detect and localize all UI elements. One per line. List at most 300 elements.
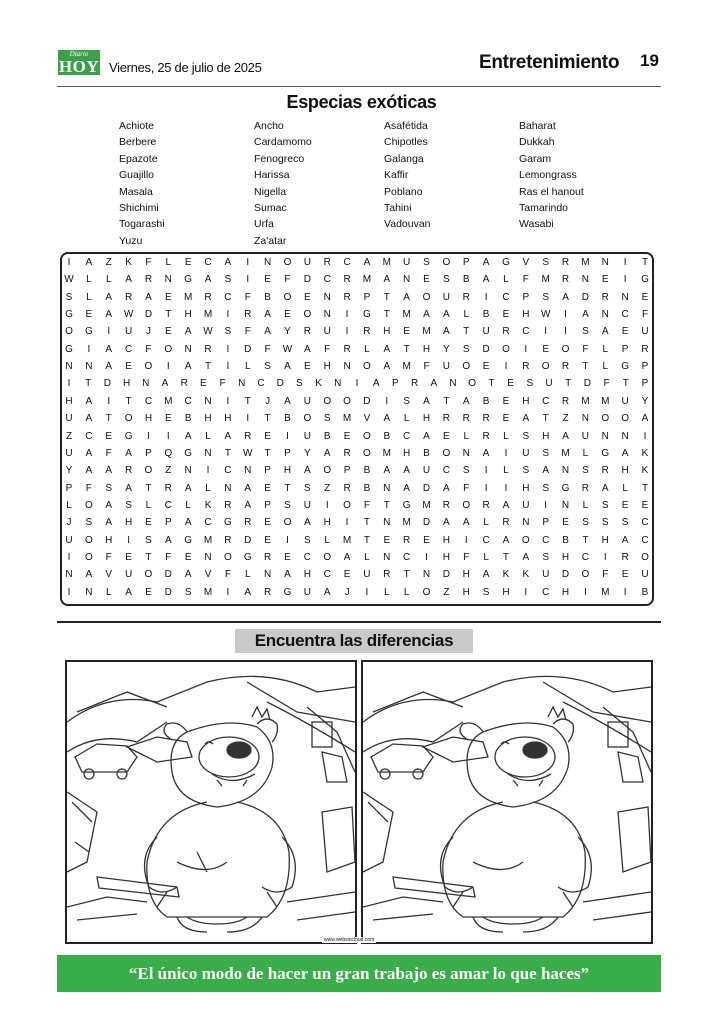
grid-letter: O xyxy=(343,395,351,407)
grid-letter: A xyxy=(621,534,629,546)
grid-letter: I xyxy=(464,534,468,546)
grid-letter: L xyxy=(403,586,410,598)
grid-letter: D xyxy=(244,343,252,355)
grid-letter: T xyxy=(383,499,390,511)
header-divider xyxy=(57,86,661,87)
grid-letter: E xyxy=(304,291,311,303)
grid-letter: T xyxy=(145,482,152,494)
grid-letter: C xyxy=(257,378,265,390)
grid-letter: S xyxy=(105,482,113,494)
grid-letter: T xyxy=(641,257,649,268)
grid-letter: F xyxy=(219,378,226,390)
grid-letter: A xyxy=(184,569,192,581)
grid-letter: S xyxy=(145,534,152,546)
grid-letter: C xyxy=(224,465,232,477)
grid-letter: H xyxy=(303,569,311,581)
grid-letter: U xyxy=(545,378,553,390)
grid-letter: L xyxy=(86,291,92,303)
grid-letter: M xyxy=(402,517,411,529)
word-list-item: Galanga xyxy=(384,152,424,165)
grid-letter: A xyxy=(522,413,530,425)
word-list-item: Baharat xyxy=(519,120,556,132)
grid-letter: H xyxy=(442,534,450,546)
grid-letter: Z xyxy=(105,257,112,268)
grid-letter: D xyxy=(422,482,431,494)
grid-letter: G xyxy=(65,309,73,321)
grid-letter: I xyxy=(345,326,349,338)
grid-letter: N xyxy=(323,291,331,303)
grid-letter: U xyxy=(581,430,590,442)
grid-letter: C xyxy=(184,395,192,407)
grid-letter: R xyxy=(462,291,470,303)
grid-letter: L xyxy=(145,499,152,511)
grid-letter: V xyxy=(522,257,530,268)
grid-letter: A xyxy=(184,361,192,373)
grid-letter: R xyxy=(383,569,391,581)
grid-letter: C xyxy=(204,517,212,529)
grid-letter: I xyxy=(147,430,150,442)
grid-letter: T xyxy=(463,326,470,338)
grid-letter: P xyxy=(462,257,470,268)
grid-letter: G xyxy=(65,343,73,355)
grid-letter: B xyxy=(363,482,371,494)
grid-letter: S xyxy=(582,326,589,338)
grid-letter: L xyxy=(364,551,370,563)
grid-letter: I xyxy=(385,395,389,407)
grid-letter: P xyxy=(363,291,371,303)
grid-letter: U xyxy=(65,413,73,425)
grid-letter: N xyxy=(142,378,150,390)
grid-letter: N xyxy=(334,378,342,390)
grid-letter: A xyxy=(430,378,438,390)
word-list-item: Fenogreco xyxy=(254,152,305,165)
grid-letter: C xyxy=(641,517,649,529)
grid-letter: R xyxy=(502,326,510,338)
grid-letter: T xyxy=(565,378,572,390)
word-list-item: Tahini xyxy=(384,202,412,214)
grid-letter: L xyxy=(105,274,112,286)
grid-letter: N xyxy=(561,499,570,511)
grid-letter: I xyxy=(484,482,488,494)
grid-letter: A xyxy=(462,517,470,529)
grid-letter: C xyxy=(542,586,550,598)
grid-letter: F xyxy=(463,551,470,563)
grid-letter: N xyxy=(601,257,609,268)
grid-letter: U xyxy=(303,499,311,511)
grid-letter: F xyxy=(582,343,589,355)
grid-letter: L xyxy=(384,586,390,598)
grid-letter: H xyxy=(323,361,331,373)
grid-letter: L xyxy=(483,551,489,563)
grid-letter: R xyxy=(124,291,133,303)
grid-letter: S xyxy=(85,517,93,529)
grid-letter: F xyxy=(145,257,152,268)
word-list-item: Wasabi xyxy=(519,218,554,231)
grid-letter: U xyxy=(522,499,530,511)
grid-letter: R xyxy=(244,309,252,321)
grid-letter: P xyxy=(522,291,530,303)
grid-letter: T xyxy=(165,309,172,321)
grid-letter: G xyxy=(184,534,193,546)
grid-letter: E xyxy=(621,326,629,338)
grid-letter: M xyxy=(402,361,411,373)
grid-letter: A xyxy=(542,465,550,477)
grid-letter: A xyxy=(502,534,510,546)
grid-letter: U xyxy=(124,569,133,581)
grid-letter: W xyxy=(540,309,551,321)
grid-letter: C xyxy=(303,551,311,563)
grid-letter: S xyxy=(224,274,232,286)
grid-letter: F xyxy=(363,499,370,511)
grid-letter: R xyxy=(621,551,629,563)
grid-letter: I xyxy=(67,551,71,563)
grid-letter: A xyxy=(423,395,430,407)
grid-letter: O xyxy=(283,291,292,303)
grid-letter: A xyxy=(105,291,113,303)
grid-letter: D xyxy=(422,517,431,529)
grid-letter: M xyxy=(422,326,431,338)
grid-letter: R xyxy=(561,395,570,407)
grid-letter: A xyxy=(125,586,132,598)
grid-letter: U xyxy=(303,586,311,598)
grid-letter: O xyxy=(581,569,590,581)
grid-letter: B xyxy=(264,291,271,303)
bear-illustration-right xyxy=(363,662,651,942)
grid-letter: A xyxy=(443,326,450,338)
grid-letter: A xyxy=(383,361,391,373)
grid-letter: I xyxy=(623,274,627,286)
grid-letter: V xyxy=(105,569,113,581)
grid-letter: H xyxy=(283,465,292,477)
section-title: Entretenimiento xyxy=(479,52,620,73)
grid-letter: D xyxy=(583,378,591,390)
grid-letter: T xyxy=(85,378,92,390)
grid-letter: O xyxy=(442,257,451,268)
grid-letter: R xyxy=(343,482,351,494)
grid-letter: H xyxy=(621,465,629,477)
grid-letter: T xyxy=(145,551,152,563)
grid-letter: D xyxy=(363,395,371,407)
grid-letter: F xyxy=(423,361,430,373)
grid-letter: O xyxy=(323,395,332,407)
grid-letter: U xyxy=(403,257,411,268)
grid-letter: T xyxy=(403,343,410,355)
grid-letter: N xyxy=(263,569,272,581)
grid-letter: E xyxy=(284,551,291,563)
grid-letter: C xyxy=(621,309,629,321)
grid-letter: I xyxy=(286,430,289,442)
grid-letter: N xyxy=(621,430,629,442)
grid-letter: N xyxy=(204,551,212,563)
grid-letter: P xyxy=(343,465,351,477)
word-list-item: Harissa xyxy=(254,169,290,182)
grid-letter: I xyxy=(484,291,488,303)
grid-letter: T xyxy=(105,413,112,425)
grid-letter: H xyxy=(442,551,450,563)
grid-letter: T xyxy=(582,534,589,546)
grid-letter: N xyxy=(263,257,272,268)
grid-letter: T xyxy=(264,447,271,459)
grid-letter: O xyxy=(442,447,451,459)
grid-letter: F xyxy=(641,309,649,321)
grid-letter: L xyxy=(244,569,251,581)
grid-letter: C xyxy=(403,430,411,442)
grid-letter: I xyxy=(206,465,210,477)
grid-letter: H xyxy=(403,447,411,459)
grid-letter: E xyxy=(343,430,351,442)
grid-letter: C xyxy=(641,534,649,546)
grid-letter: O xyxy=(422,586,431,598)
grid-letter: E xyxy=(184,551,192,563)
grid-letter: R xyxy=(263,551,272,563)
grid-letter: J xyxy=(145,326,151,338)
image-credit: www.websincloud.com xyxy=(324,937,375,943)
grid-letter: C xyxy=(204,257,212,268)
grid-letter: N xyxy=(581,413,590,425)
grid-letter: E xyxy=(502,309,510,321)
grid-letter: A xyxy=(164,534,172,546)
grid-letter: A xyxy=(601,482,609,494)
grid-letter: A xyxy=(304,343,311,355)
grid-letter: C xyxy=(224,291,232,303)
grid-letter: P xyxy=(264,465,271,477)
grid-letter: Y xyxy=(304,447,311,459)
grid-letter: H xyxy=(462,569,470,581)
grid-letter: N xyxy=(204,395,212,407)
grid-letter: G xyxy=(224,517,232,529)
grid-letter: N xyxy=(383,517,391,529)
grid-letter: H xyxy=(323,517,331,529)
grid-letter: A xyxy=(125,482,132,494)
grid-letter: M xyxy=(382,447,391,459)
grid-letter: M xyxy=(581,395,590,407)
grid-letter: F xyxy=(85,482,92,494)
grid-letter: A xyxy=(161,378,169,390)
grid-letter: I xyxy=(544,326,548,338)
grid-letter: O xyxy=(422,291,431,303)
grid-letter: S xyxy=(462,465,470,477)
grid-letter: T xyxy=(502,551,509,563)
grid-letter: S xyxy=(284,499,291,511)
grid-letter: I xyxy=(564,326,567,338)
grid-letter: O xyxy=(84,534,93,546)
grid-letter: D xyxy=(103,378,111,390)
grid-letter: T xyxy=(244,395,251,407)
grid-letter: M xyxy=(402,309,411,321)
grid-letter: N xyxy=(581,274,590,286)
grid-letter: R xyxy=(601,291,609,303)
grid-letter: A xyxy=(244,586,252,598)
grid-letter: E xyxy=(264,534,271,546)
grid-letter: S xyxy=(296,378,303,390)
grid-letter: P xyxy=(621,343,629,355)
grid-letter: F xyxy=(324,343,331,355)
grid-letter: A xyxy=(403,291,410,303)
grid-letter: U xyxy=(65,447,73,459)
grid-letter: O xyxy=(224,551,232,563)
grid-letter: T xyxy=(488,378,495,390)
grid-letter: R xyxy=(244,517,252,529)
grid-letter: A xyxy=(601,326,609,338)
grid-letter: E xyxy=(507,378,514,390)
grid-letter: W xyxy=(123,309,134,321)
grid-letter: E xyxy=(482,361,490,373)
grid-letter: R xyxy=(442,413,450,425)
grid-letter: E xyxy=(125,551,132,563)
grid-letter: H xyxy=(462,586,470,598)
grid-letter: Q xyxy=(164,447,173,459)
grid-letter: S xyxy=(462,343,470,355)
grid-letter: I xyxy=(127,534,130,546)
grid-letter: O xyxy=(84,551,93,563)
grid-letter: A xyxy=(502,499,510,511)
word-list-item: Kaffir xyxy=(384,169,409,182)
grid-letter: I xyxy=(67,378,71,390)
grid-letter: K xyxy=(125,257,132,268)
grid-letter: S xyxy=(403,395,410,407)
grid-letter: G xyxy=(561,482,570,494)
grid-letter: A xyxy=(244,482,252,494)
grid-letter: T xyxy=(383,291,390,303)
grid-letter: A xyxy=(562,291,569,303)
grid-letter: F xyxy=(244,291,251,303)
grid-letter: E xyxy=(383,534,391,546)
grid-letter: H xyxy=(204,413,212,425)
grid-letter: A xyxy=(462,395,470,407)
grid-letter: U xyxy=(442,361,450,373)
word-list-item: Garam xyxy=(519,152,552,165)
grid-letter: A xyxy=(85,257,93,268)
grid-letter: S xyxy=(423,257,430,268)
grid-letter: U xyxy=(303,257,311,268)
grid-letter: I xyxy=(166,361,170,373)
grid-letter: A xyxy=(85,413,93,425)
grid-letter: I xyxy=(643,430,647,442)
grid-letter: N xyxy=(561,465,570,477)
grid-letter: A xyxy=(105,309,113,321)
grid-letter: S xyxy=(601,517,609,529)
grid-letter: E xyxy=(184,257,192,268)
word-list-item: Togarashi xyxy=(119,218,165,231)
grid-letter: F xyxy=(105,551,112,563)
grid-letter: S xyxy=(526,378,534,390)
grid-letter: G xyxy=(502,257,510,268)
grid-letter: I xyxy=(504,361,508,373)
grid-letter: T xyxy=(264,413,271,425)
grid-letter: R xyxy=(482,413,490,425)
grid-letter: E xyxy=(164,326,172,338)
grid-letter: I xyxy=(226,361,230,373)
grid-letter: R xyxy=(180,378,188,390)
grid-letter: E xyxy=(304,361,311,373)
grid-letter: F xyxy=(224,569,231,581)
grid-letter: I xyxy=(226,395,230,407)
grid-letter: O xyxy=(343,499,351,511)
grid-letter: N xyxy=(85,586,93,598)
grid-letter: N xyxy=(383,482,391,494)
grid-letter: A xyxy=(224,257,232,268)
grid-letter: P xyxy=(284,447,291,459)
grid-letter: R xyxy=(303,326,311,338)
grid-letter: Z xyxy=(443,586,450,598)
grid-letter: R xyxy=(224,534,232,546)
grid-letter: D xyxy=(581,291,590,303)
grid-letter: N xyxy=(224,482,232,494)
grid-letter: S xyxy=(542,447,550,459)
grid-letter: A xyxy=(423,430,430,442)
grid-letter: W xyxy=(203,326,213,338)
grid-letter: O xyxy=(601,413,610,425)
grid-letter: C xyxy=(323,274,331,286)
grid-letter: K xyxy=(641,465,649,477)
logo-small-text: Diario xyxy=(69,50,89,58)
grid-letter: I xyxy=(355,378,359,390)
grid-letter: I xyxy=(87,343,91,355)
grid-letter: E xyxy=(621,569,629,581)
grid-letter: N xyxy=(184,465,192,477)
grid-letter: N xyxy=(85,361,93,373)
grid-letter: A xyxy=(403,482,410,494)
grid-letter: A xyxy=(304,465,311,477)
grid-letter: E xyxy=(641,291,649,303)
grid-letter: E xyxy=(264,430,271,442)
word-search-title: Especias exóticas xyxy=(286,92,437,112)
grid-letter: U xyxy=(363,569,371,581)
grid-letter: I xyxy=(67,257,71,268)
grid-letter: S xyxy=(542,257,550,268)
grid-letter: H xyxy=(502,586,510,598)
grid-letter: G xyxy=(641,274,649,286)
grid-letter: A xyxy=(323,586,331,598)
grid-letter: R xyxy=(363,326,371,338)
grid-letter: S xyxy=(125,499,132,511)
word-list-item: Cardamomo xyxy=(254,136,312,149)
grid-letter: M xyxy=(362,274,372,286)
grid-letter: I xyxy=(584,586,587,598)
grid-letter: N xyxy=(383,551,391,563)
grid-letter: T xyxy=(284,482,291,494)
grid-letter: I xyxy=(544,499,548,511)
grid-letter: T xyxy=(443,395,450,407)
grid-letter: S xyxy=(184,586,192,598)
grid-letter: G xyxy=(184,447,193,459)
grid-letter: A xyxy=(244,499,252,511)
grid-letter: I xyxy=(484,465,488,477)
grid-letter: G xyxy=(402,499,411,511)
grid-letter: G xyxy=(283,586,292,598)
grid-letter: C xyxy=(164,499,172,511)
grid-letter: O xyxy=(363,447,371,459)
grid-letter: A xyxy=(264,309,271,321)
grid-letter: O xyxy=(462,361,471,373)
grid-letter: B xyxy=(462,274,470,286)
grid-letter: B xyxy=(383,430,391,442)
grid-letter: A xyxy=(423,309,430,321)
grid-letter: I xyxy=(365,586,369,598)
grid-letter: E xyxy=(621,499,629,511)
grid-letter: N xyxy=(601,309,609,321)
grid-letter: T xyxy=(363,517,370,529)
word-search-grid xyxy=(60,252,654,606)
grid-letter: C xyxy=(542,534,550,546)
newspaper-logo xyxy=(58,50,100,75)
grid-letter: E xyxy=(125,361,132,373)
grid-letter: I xyxy=(564,309,567,321)
grid-letter: A xyxy=(224,430,232,442)
grid-letter: A xyxy=(284,569,291,581)
grid-letter: O xyxy=(363,361,371,373)
grid-letter: M xyxy=(422,499,431,511)
